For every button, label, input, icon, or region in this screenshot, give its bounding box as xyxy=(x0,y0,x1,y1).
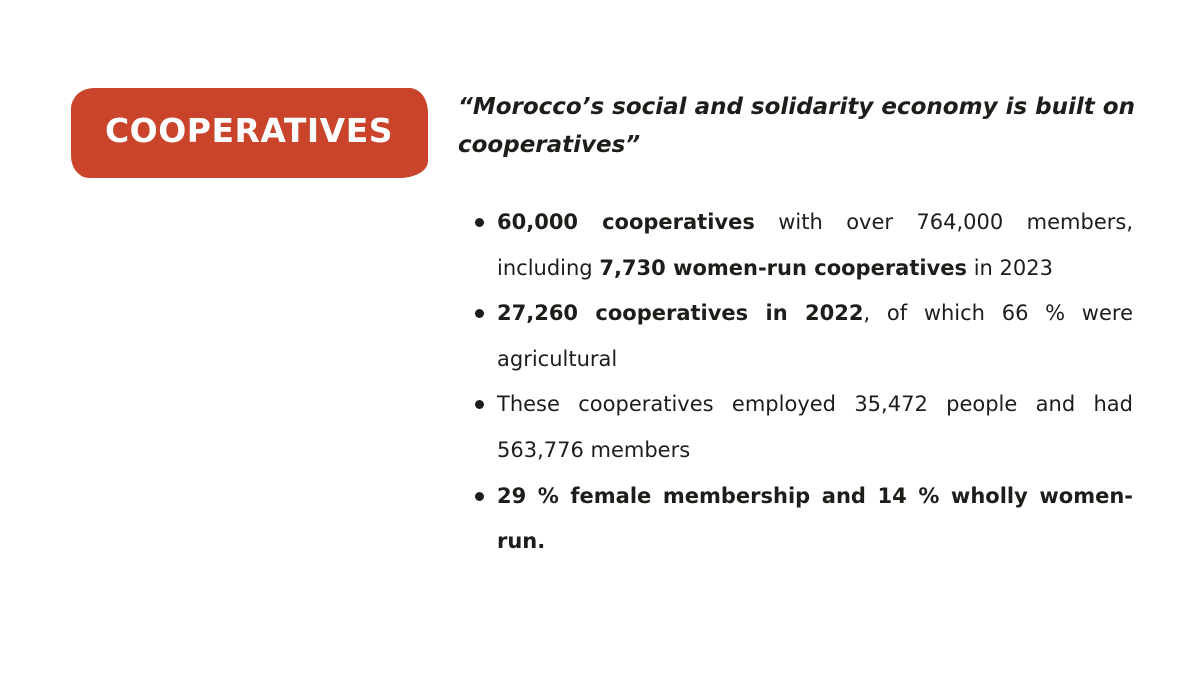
body-text: These cooperatives employed 35,472 people and had 563,776 members xyxy=(497,392,1133,462)
bold-text: 60,000 cooperatives xyxy=(497,210,755,234)
cooperatives-badge xyxy=(72,88,426,176)
body-text: with over 764,000 members, including xyxy=(497,210,1133,280)
bullet-dot-icon xyxy=(475,400,484,409)
list-item xyxy=(497,382,1133,473)
list-item xyxy=(497,200,1133,291)
bold-text: 29 % female membership and 14 % wholly women-run. xyxy=(497,483,1133,554)
list-item xyxy=(497,291,1133,382)
bullet-dot-icon xyxy=(475,218,484,227)
bullet-dot-icon xyxy=(475,492,484,501)
body-text: in 2023 xyxy=(967,255,1053,280)
badge-label: COOPERATIVES xyxy=(104,110,394,150)
list-item xyxy=(497,474,1133,565)
bold-text: 27,260 cooperatives in 2022 xyxy=(497,301,864,326)
quote-text: “Morocco’s social and solidarity economy is built on cooperatives” xyxy=(458,94,1135,158)
bullet-list xyxy=(497,200,1133,565)
bold-text: 7,730 women-run cooperatives xyxy=(599,255,968,280)
bullet-dot-icon xyxy=(475,309,484,318)
body-text: , of which 66 % were agricultural xyxy=(497,301,1133,371)
